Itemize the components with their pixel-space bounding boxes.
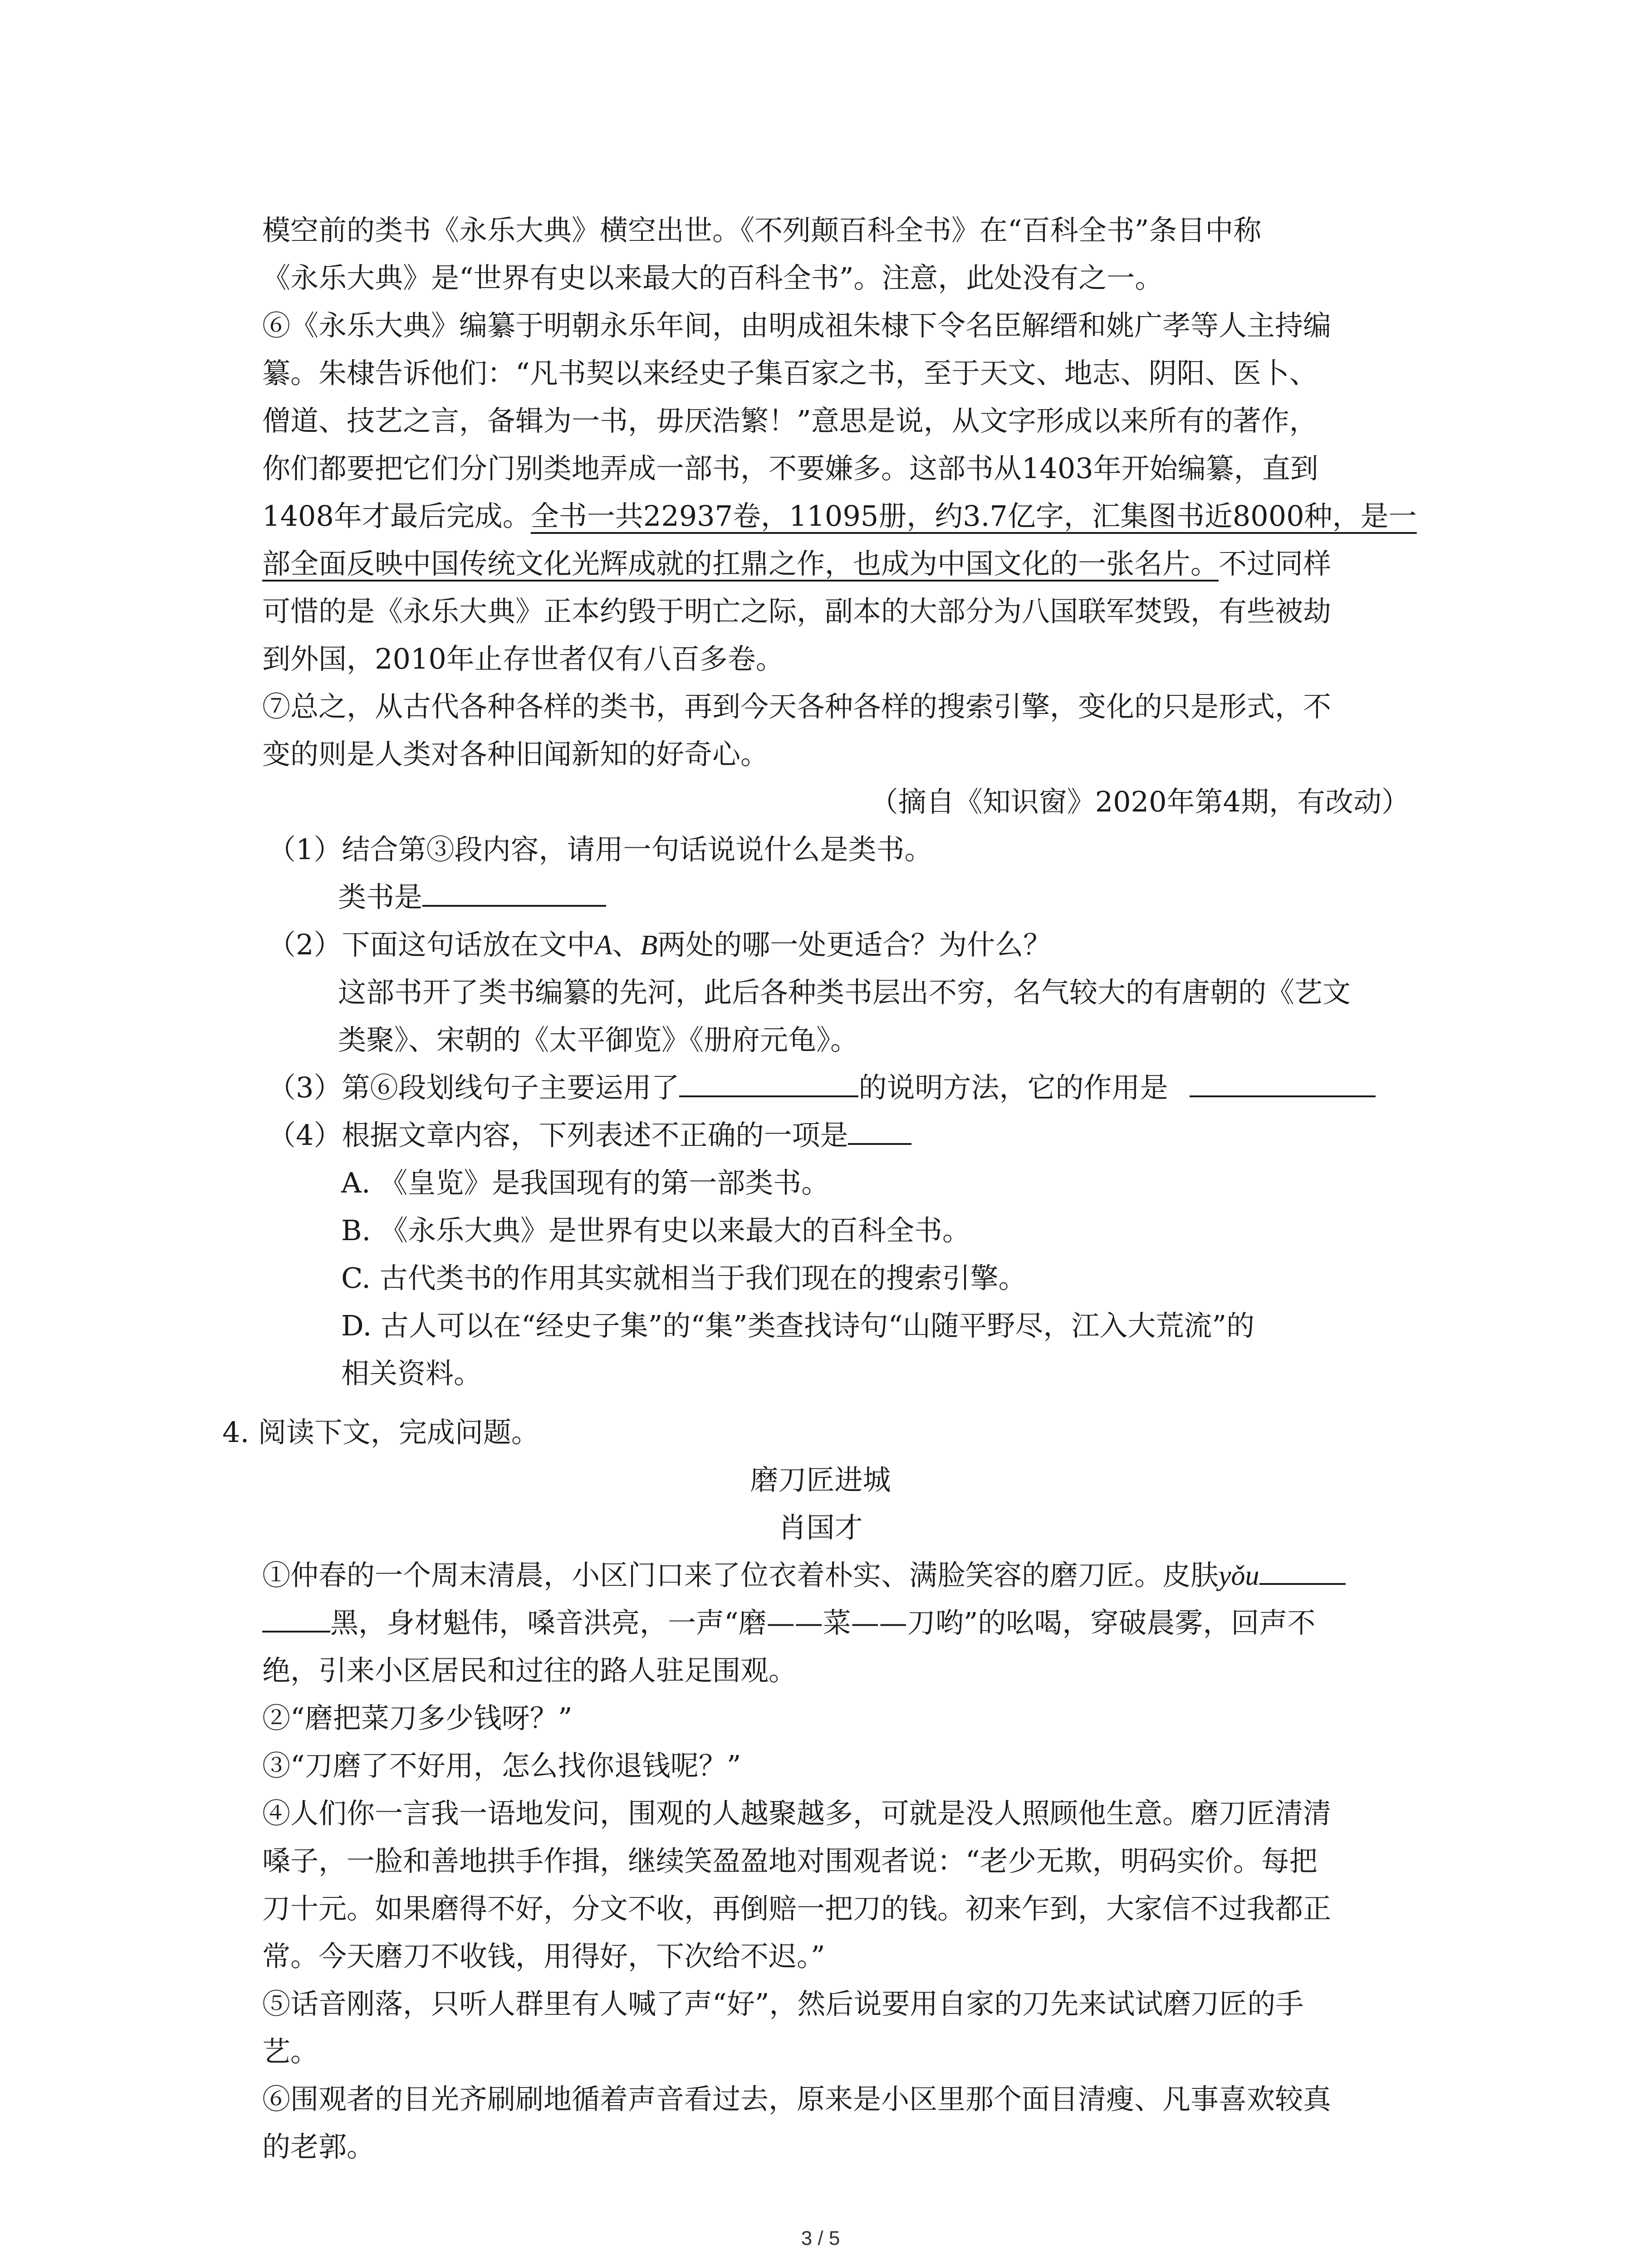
- paragraph-line: 黑，身材魁伟，嗓音洪亮，一声“磨——菜——刀哟”的吆喝，穿破晨雾，回声不: [262, 1599, 1315, 1647]
- paragraph-line: ⑥围观者的目光齐刷刷地循着声音看过去，原来是小区里那个面目清瘦、凡事喜欢较真: [262, 2082, 1332, 2116]
- paragraph-line: ①仲春的一个周末清晨，小区门口来了位衣着朴实、满脸笑容的磨刀匠。皮肤yǒu: [262, 1551, 1346, 1600]
- answer-blank[interactable]: [1190, 1067, 1376, 1097]
- paragraph-line: ⑤话音刚落，只听人群里有人喊了声“好”，然后说要用自家的刀先来试试磨刀匠的手: [262, 1987, 1304, 2020]
- page-number: 3 / 5: [801, 2227, 840, 2249]
- marker-a: A: [595, 930, 612, 961]
- answer-prefix: 类书是: [338, 880, 423, 914]
- paragraph-line: ③“刀磨了不好用，怎么找你退钱呢？”: [262, 1749, 741, 1782]
- quoted-sentence-line: 类聚》、宋朝的《太平御览》《册府元龟》。: [338, 1023, 859, 1056]
- paragraph-line: 模空前的类书《永乐大典》横空出世。《不列颠百科全书》在“百科全书”条目中称: [262, 214, 1262, 247]
- paragraph-line: ④人们你一言我一语地发问，围观的人越聚越多，可就是没人照顾他生意。磨刀匠清清: [262, 1797, 1332, 1830]
- paragraph-line: 到外国，2010年止存世者仅有八百多卷。: [262, 642, 784, 675]
- paragraph-line: 艺。: [262, 2035, 319, 2068]
- question-3: （3）第⑥段划线句子主要运用了 的说明方法，它的作用是: [268, 1064, 1376, 1111]
- answer-blank[interactable]: [679, 1067, 858, 1097]
- underlined-sentence: 全书一共22937卷，11095册，约3.7亿字，汇集图书近8000种，是一: [530, 499, 1417, 533]
- marker-b: B: [640, 930, 658, 961]
- question-2: （2）下面这句话放在文中A、B两处的哪一处更适合？为什么？: [268, 928, 1052, 961]
- paragraph-line: [262, 540, 1331, 587]
- paragraph-line: ⑥《永乐大典》编纂于明朝永乐年间，由明成祖朱棣下令名臣解缙和姚广孝等人主持编: [262, 309, 1332, 342]
- paragraph-line: ⑦总之，从古代各种各样的类书，再到今天各种各样的搜索引擎，变化的只是形式，不: [262, 690, 1332, 723]
- quoted-sentence-line: 这部书开了类书编纂的先河，此后各种类书层出不穷，名气较大的有唐朝的《艺文: [338, 976, 1351, 1009]
- answer-blank[interactable]: [422, 877, 606, 907]
- paragraph-line: 纂。朱棣告诉他们：“凡书契以来经史子集百家之书，至于天文、地志、阴阳、医卜、: [262, 357, 1318, 390]
- article-author: 肖国才: [778, 1511, 863, 1544]
- answer-blank[interactable]: [848, 1115, 911, 1145]
- answer-blank[interactable]: [262, 1603, 330, 1633]
- answer-line-1: [338, 873, 606, 921]
- paragraph-line: 常。今天磨刀不收钱，用得好，下次给不迟。”: [262, 1940, 825, 1973]
- option-b: B. 《永乐大典》是世界有史以来最大的百科全书。: [341, 1214, 970, 1247]
- option-d: D. 古人可以在“经史子集”的“集”类查找诗句“山随平野尽，江入大荒流”的: [341, 1309, 1255, 1342]
- article-title: 磨刀匠进城: [750, 1463, 891, 1496]
- plain-text: 1408年才最后完成。: [262, 499, 531, 533]
- option-c: C. 古代类书的作用其实就相当于我们现在的搜索引擎。: [341, 1261, 1027, 1295]
- paragraph-line: 的老郭。: [262, 2130, 375, 2163]
- paragraph-line: 嗓子，一脸和善地拱手作揖，继续笑盈盈地对围观者说：“老少无欺，明码实价。每把: [262, 1844, 1318, 1877]
- option-d-continued: 相关资料。: [341, 1357, 482, 1390]
- option-a: A. 《皇览》是我国现有的第一部类书。: [341, 1166, 830, 1199]
- paragraph-line: ②“磨把菜刀多少钱呀？”: [262, 1701, 573, 1735]
- paragraph-line: 你们都要把它们分门别类地弄成一部书，不要嫌多。这部书从1403年开始编纂，直到: [262, 452, 1318, 485]
- answer-blank[interactable]: [1259, 1555, 1346, 1585]
- paragraph-line: 变的则是人类对各种旧闻新知的好奇心。: [262, 738, 769, 771]
- question-1: （1）结合第③段内容，请用一句话说说什么是类书。: [268, 833, 933, 866]
- plain-text: 不过同样: [1219, 547, 1332, 580]
- paragraph-line: 僧道、技艺之言，备辑为一书，毋厌浩繁！”意思是说，从文字形成以来所有的著作，: [262, 404, 1318, 437]
- paragraph-line: [262, 492, 1417, 540]
- source-citation: （摘自《知识窗》2020年第4期，有改动）: [870, 785, 1410, 818]
- question-4: （4）根据文章内容，下列表述不正确的一项是: [268, 1111, 911, 1159]
- question-4-intro: 4. 阅读下文，完成问题。: [222, 1416, 539, 1449]
- paragraph-line: 《永乐大典》是“世界有史以来最大的百科全书”。注意，此处没有之一。: [262, 261, 1163, 294]
- underlined-sentence: 部全面反映中国传统文化光辉成就的扛鼎之作，也成为中国文化的一张名片。: [262, 547, 1219, 580]
- paragraph-line: 刀十元。如果磨得不好，分文不收，再倒赔一把刀的钱。初来乍到，大家信不过我都正: [262, 1892, 1332, 1925]
- pinyin: yǒu: [1219, 1560, 1259, 1591]
- paragraph-line: 可惜的是《永乐大典》正本约毁于明亡之际，副本的大部分为八国联军焚毁，有些被劫: [262, 595, 1332, 628]
- paragraph-line: 绝，引来小区居民和过往的路人驻足围观。: [262, 1654, 797, 1687]
